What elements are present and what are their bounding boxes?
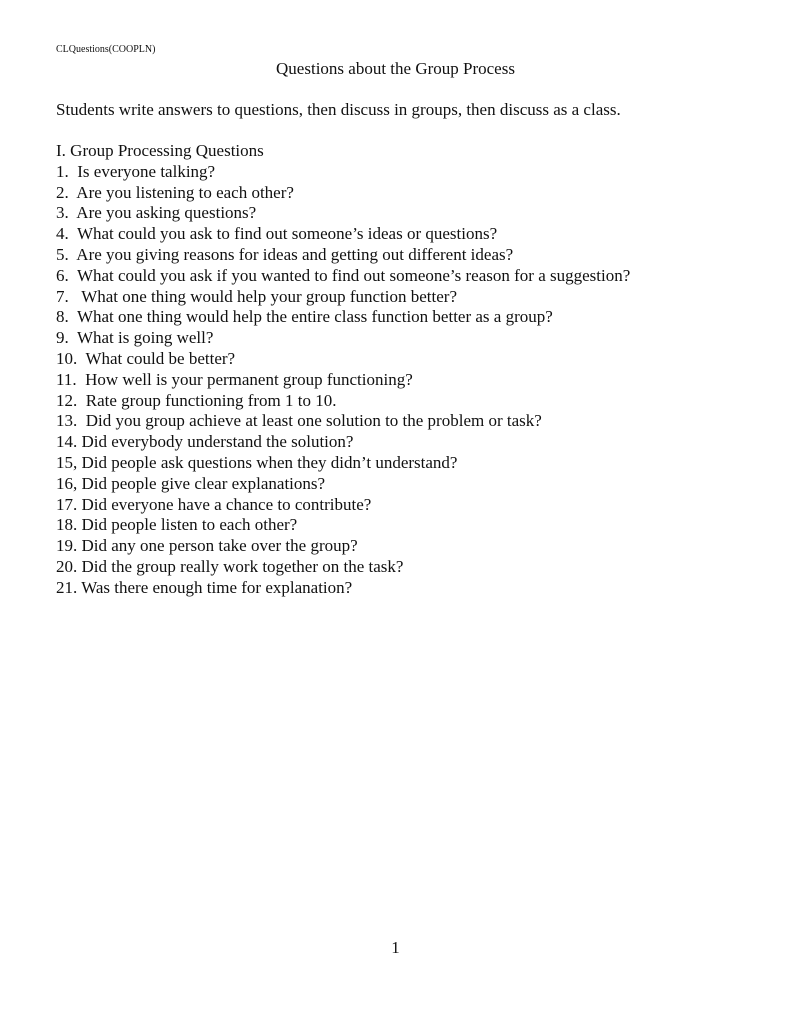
question-item: 13. Did you group achieve at least one solution to the problem or task? (56, 411, 542, 431)
document-title: Questions about the Group Process (276, 59, 515, 78)
question-item: 5. Are you giving reasons for ideas and getting out different ideas? (56, 244, 514, 264)
question-item: 19. Did any one person take over the group? (56, 536, 358, 556)
document-header-tag: CLQuestions(COOPLN) (56, 44, 156, 55)
question-item: 14. Did everybody understand the solution? (56, 432, 354, 452)
question-item: 17. Did everyone have a chance to contribute? (56, 494, 372, 514)
question-item: 2. Are you listening to each other? (56, 182, 294, 202)
question-item: 15, Did people ask questions when they didn’t understand? (56, 452, 458, 472)
question-item: 7. What one thing would help your group function better? (56, 286, 457, 306)
question-item: 9. What is going well? (56, 328, 214, 348)
question-item: 12. Rate group functioning from 1 to 10. (56, 390, 337, 410)
question-item: 8. What one thing would help the entire class function better as a group? (56, 307, 553, 327)
section-heading: I. Group Processing Questions (56, 141, 264, 160)
page-number: 1 (391, 938, 400, 957)
instructions-paragraph: Students write answers to questions, then discuss in groups, then discuss as a class. (56, 100, 621, 119)
group-processing-section (56, 141, 630, 599)
question-item: 6. What could you ask if you wanted to find out someone’s reason for a suggestion? (56, 265, 631, 285)
question-item: 4. What could you ask to find out someone’s ideas or questions? (56, 224, 498, 244)
question-item: 10. What could be better? (56, 348, 236, 368)
question-item: 16, Did people give clear explanations? (56, 473, 326, 493)
question-item: 11. How well is your permanent group functioning? (56, 369, 413, 389)
question-item: 3. Are you asking questions? (56, 203, 257, 223)
question-item: 1. Is everyone talking? (56, 161, 216, 181)
question-list (56, 162, 630, 599)
question-item: 18. Did people listen to each other? (56, 515, 298, 535)
question-item: 20. Did the group really work together on the task? (56, 556, 404, 576)
question-item: 21. Was there enough time for explanation? (56, 577, 353, 597)
